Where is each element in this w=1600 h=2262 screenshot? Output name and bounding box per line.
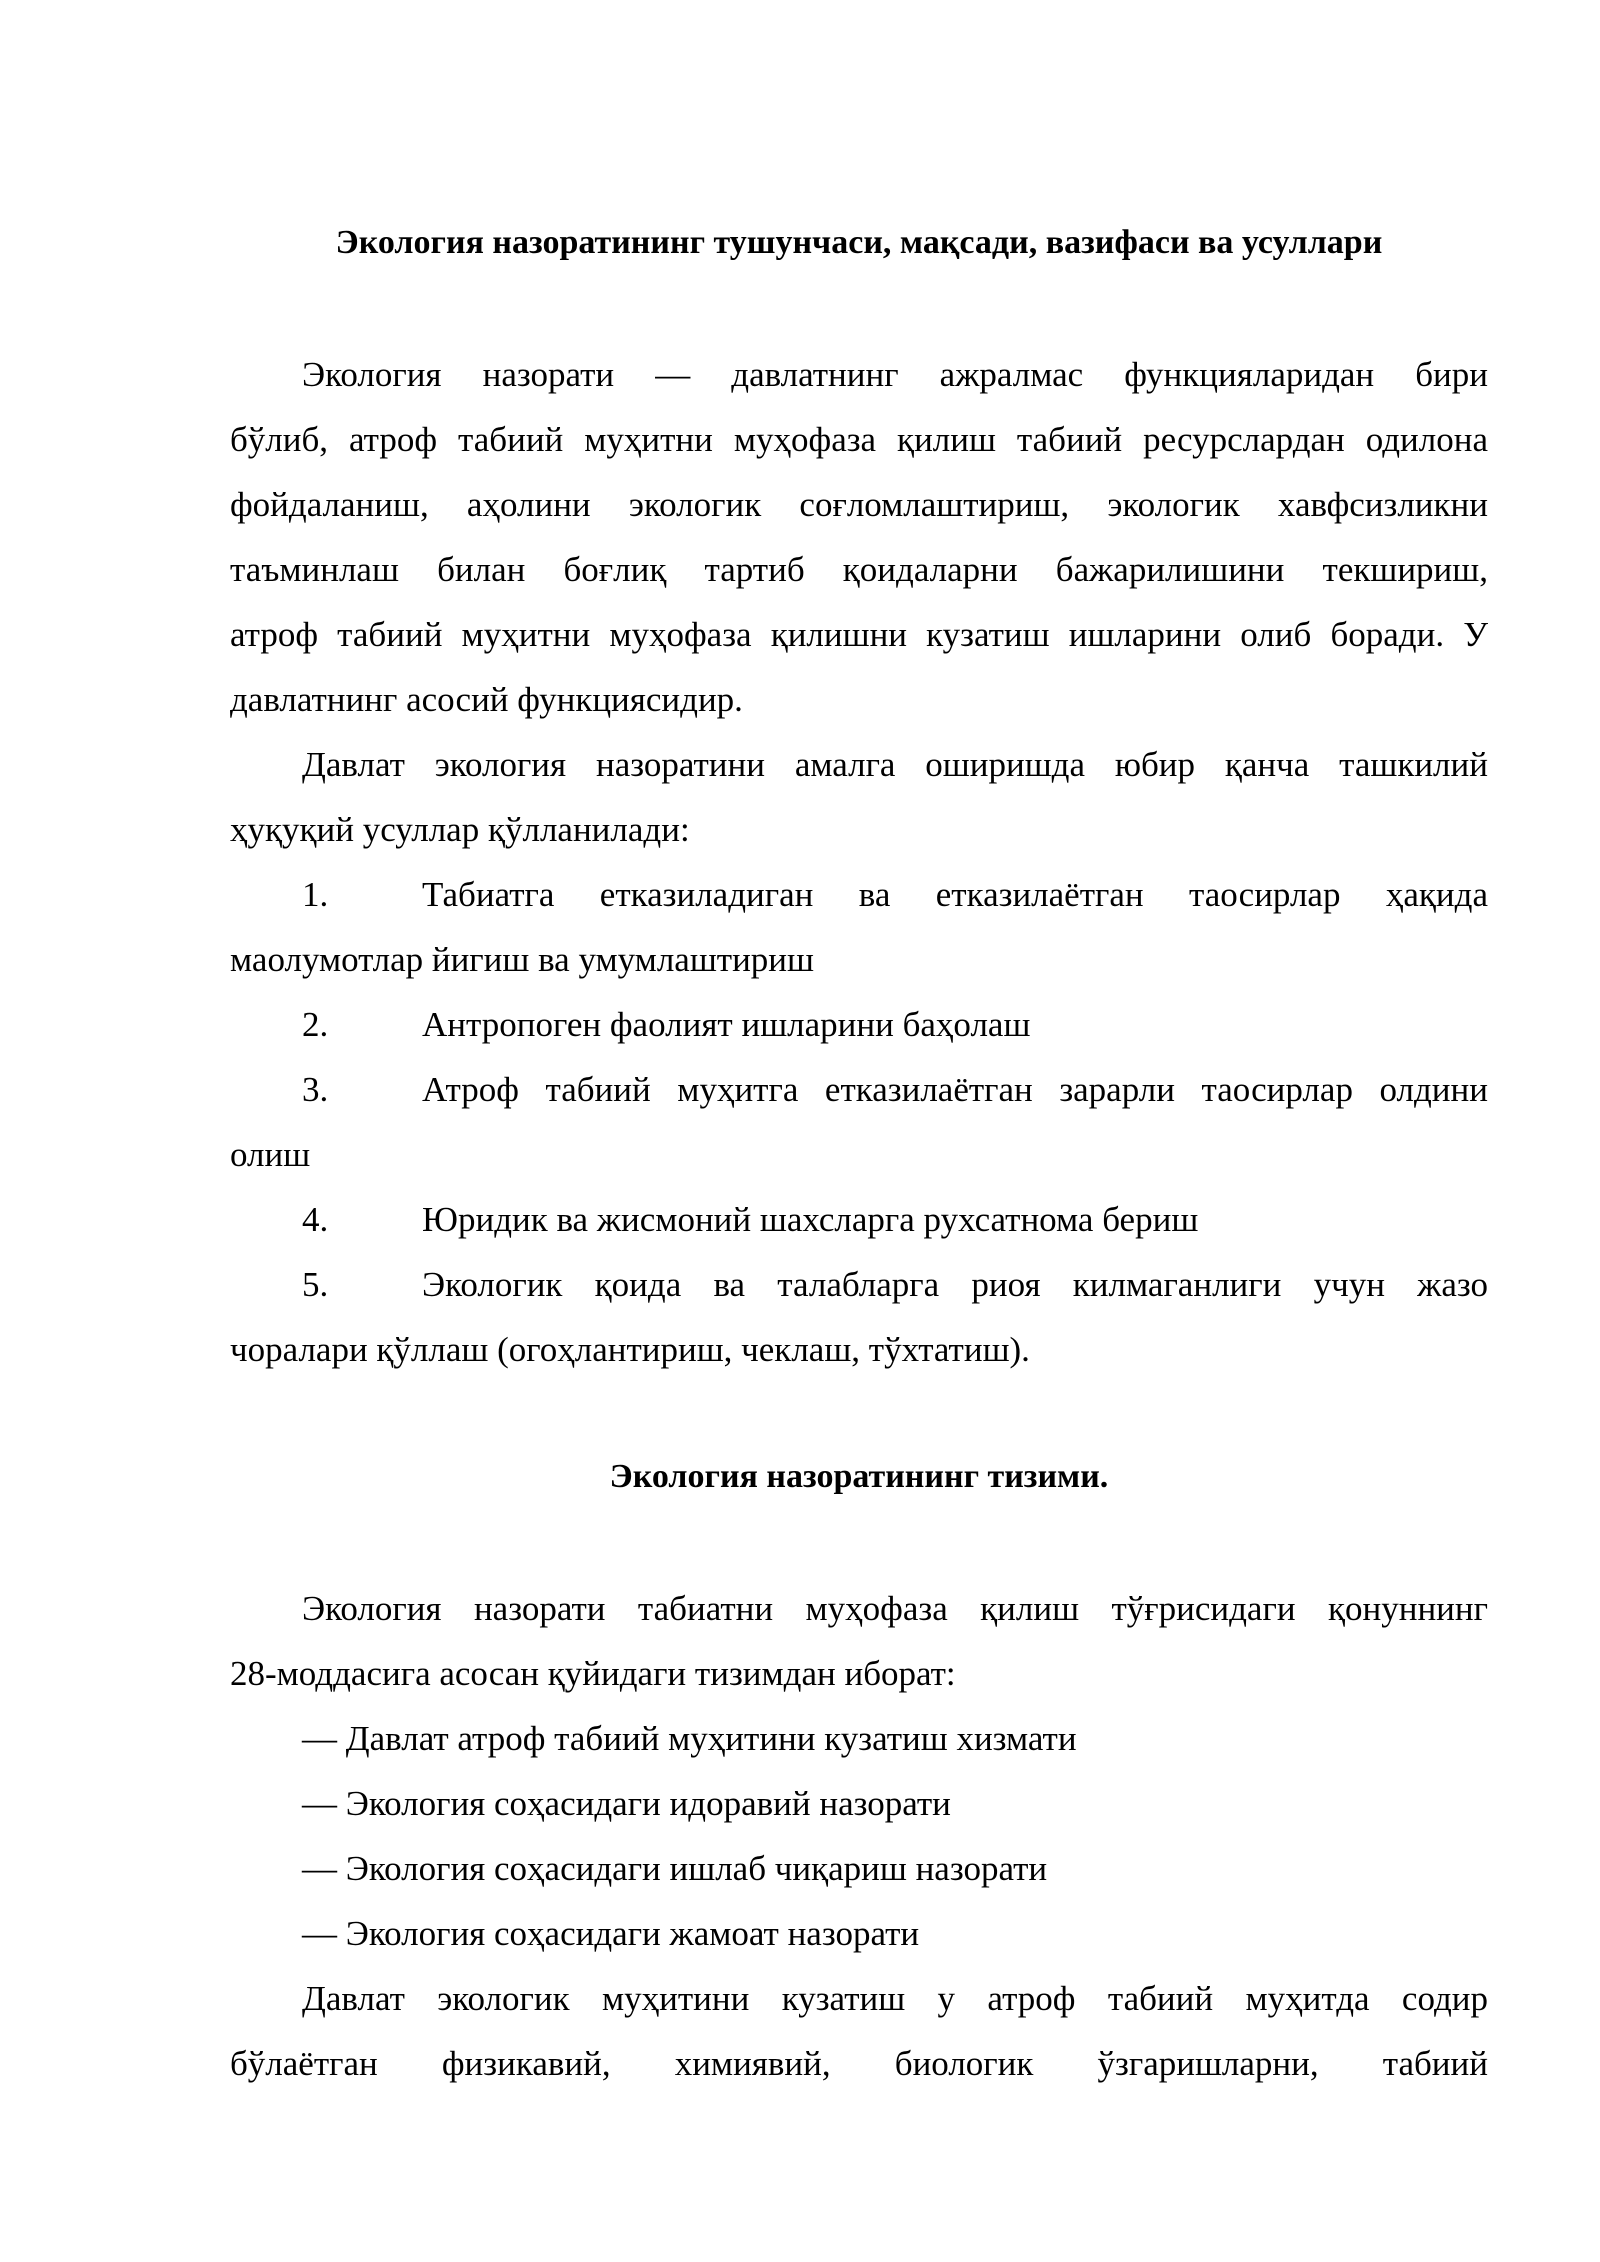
- list-item-text: олиш: [230, 1135, 311, 1174]
- dash-list-item: — Экология соҳасидаги ишлаб чиқариш назорати: [302, 1849, 1048, 1888]
- list-item-text: Атроф табиий муҳитга етказилаётган зарарли таосирлар олдини: [422, 1070, 1488, 1109]
- paragraph-line: бўлиб, атроф табиий муҳитни муҳофаза қилиш табиий ресурслардан одилона: [230, 420, 1488, 459]
- section-heading-system: Экология назоратининг тизими.: [609, 1458, 1109, 1495]
- paragraph-line: Давлат экология назоратини амалга оширишда юбир қанча ташкилий: [302, 745, 1488, 784]
- list-item-text: Экологик қоида ва талабларга риоя килмаганлиги учун жазо: [422, 1265, 1488, 1304]
- paragraph-line: атроф табиий муҳитни муҳофаза қилишни кузатиш ишларини олиб боради. У: [230, 615, 1488, 654]
- list-item-text: Табиатга етказиладиган ва етказилаётган таосирлар ҳақида: [422, 875, 1488, 914]
- paragraph-line: ҳуқуқий усуллар қўлланилади:: [230, 810, 690, 849]
- paragraph-line: Экология назорати табиатни муҳофаза қилиш тўғрисидаги қонуннинг: [302, 1589, 1488, 1628]
- list-number: 2.: [302, 1005, 329, 1044]
- list-number: 3.: [302, 1070, 329, 1109]
- paragraph-line: фойдаланиш, аҳолини экологик соғломлаштириш, экологик хавфсизликни: [230, 485, 1488, 524]
- list-number: 4.: [302, 1200, 329, 1239]
- dash-list-item: — Давлат атроф табиий муҳитини кузатиш хизмати: [302, 1719, 1077, 1758]
- list-item-text: маолумотлар йигиш ва умумлаштириш: [230, 940, 814, 979]
- dash-list-item: — Экология соҳасидаги жамоат назорати: [302, 1914, 920, 1953]
- paragraph-line: 28-моддасига асосан қуйидаги тизимдан иборат:: [230, 1654, 956, 1693]
- paragraph-line: бўлаётган физикавий, химиявий, биологик ўзгаришларни, табиий: [230, 2044, 1488, 2083]
- list-number: 1.: [302, 875, 329, 914]
- list-item-text: Юридик ва жисмоний шахсларга рухсатнома бериш: [422, 1200, 1199, 1239]
- list-number: 5.: [302, 1265, 329, 1304]
- paragraph-line: давлатнинг асосий функциясидир.: [230, 680, 743, 719]
- paragraph-line: Давлат экологик муҳитини кузатиш у атроф табиий муҳитда содир: [302, 1979, 1488, 2018]
- list-item-text: чоралари қўллаш (огоҳлантириш, чеклаш, тўхтатиш).: [230, 1330, 1030, 1369]
- list-item-text: Антропоген фаолият ишларини баҳолаш: [422, 1005, 1031, 1044]
- paragraph-line: Экология назорати — давлатнинг ажралмас функцияларидан бири: [302, 355, 1488, 394]
- dash-list-item: — Экология соҳасидаги идоравий назорати: [302, 1784, 951, 1823]
- paragraph-line: таъминлаш билан боғлиқ тартиб қоидаларни бажарилишини текшириш,: [230, 550, 1488, 589]
- section-heading-concept: Экология назоратининг тушунчаси, мақсади, вазифаси ва усуллари: [335, 224, 1383, 261]
